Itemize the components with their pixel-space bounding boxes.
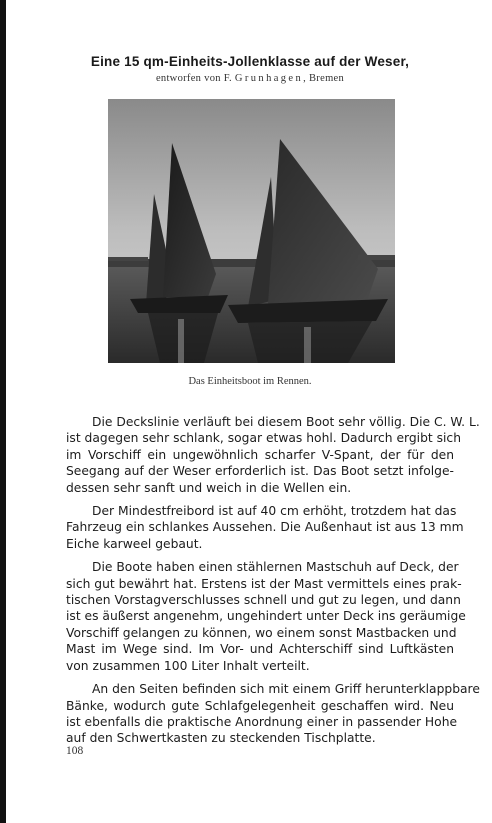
text-line: ist dagegen sehr schlank, sogar etwas hohl. Dadurch ergibt sich [66, 431, 461, 446]
text-line: tischen Vorstagverschlusses schnell und gut zu legen, und dann [66, 593, 461, 608]
figure-caption: Das Einheitsboot im Rennen. [188, 376, 312, 387]
byline-author: Grunhagen [234, 73, 304, 84]
article-title: Eine 15 qm-Einheits-Jollenklasse auf der Weser, [90, 54, 410, 69]
text-line: ist es äußerst angenehm, ungehindert unter Deck ins geräumige [66, 609, 466, 624]
text-line: ist ebenfalls die praktische Anordnung einer in passender Hohe [66, 714, 458, 729]
text-line: Bänke, wodurch gute Schlafgelegenheit geschaffen wird. Neu [66, 698, 454, 713]
text-line: auf den Schwertkasten zu steckenden Tischplatte. [66, 731, 376, 746]
text-line: An den Seiten befinden sich mit einem Griff herunterklappbare [92, 682, 480, 697]
byline-suffix: , Bremen [303, 73, 345, 84]
text-line: Eiche karweel gebaut. [66, 536, 203, 551]
article-body [66, 414, 480, 754]
page-number: 108 [66, 745, 84, 757]
article-byline [40, 73, 460, 84]
text-line: Vorschiff gelangen zu können, wo einem sonst Mastbacken und [66, 625, 457, 640]
scan-edge [0, 0, 6, 823]
paragraph-2 [66, 503, 464, 552]
text-line: im Vorschiff ein ungewöhnlich scharfer V-Spant, der für den [66, 447, 454, 462]
paragraph-1 [66, 414, 480, 496]
text-line: Der Mindestfreibord ist auf 40 cm erhöht, trotzdem hat das [92, 504, 457, 519]
sailboat-photo-image [108, 99, 395, 363]
paragraph-3 [66, 559, 466, 674]
text-line: dessen sehr sanft und weich in die Wellen ein. [66, 480, 352, 495]
text-line: sich gut bewährt hat. Erstens ist der Mast vermittels eines prak- [66, 576, 462, 591]
sailboat-photo [108, 99, 395, 363]
text-line: Die Deckslinie verläuft bei diesem Boot sehr völlig. Die C. W. L. [92, 415, 480, 429]
paragraph-4 [66, 681, 480, 747]
text-line: Seegang auf der Weser erforderlich ist. Das Boot setzt infolge- [66, 464, 454, 479]
byline-prefix: entworfen von F. [155, 73, 232, 84]
text-line: von zusammen 100 Liter Inhalt verteilt. [66, 658, 310, 673]
text-line: Mast im Wege sind. Im Vor- und Achterschiff sind Luftkästen [66, 642, 454, 657]
text-line: Fahrzeug ein schlankes Aussehen. Die Außenhaut ist aus 13 mm [66, 520, 464, 535]
text-line: Die Boote haben einen stählernen Mastschuh auf Deck, der [92, 560, 459, 575]
